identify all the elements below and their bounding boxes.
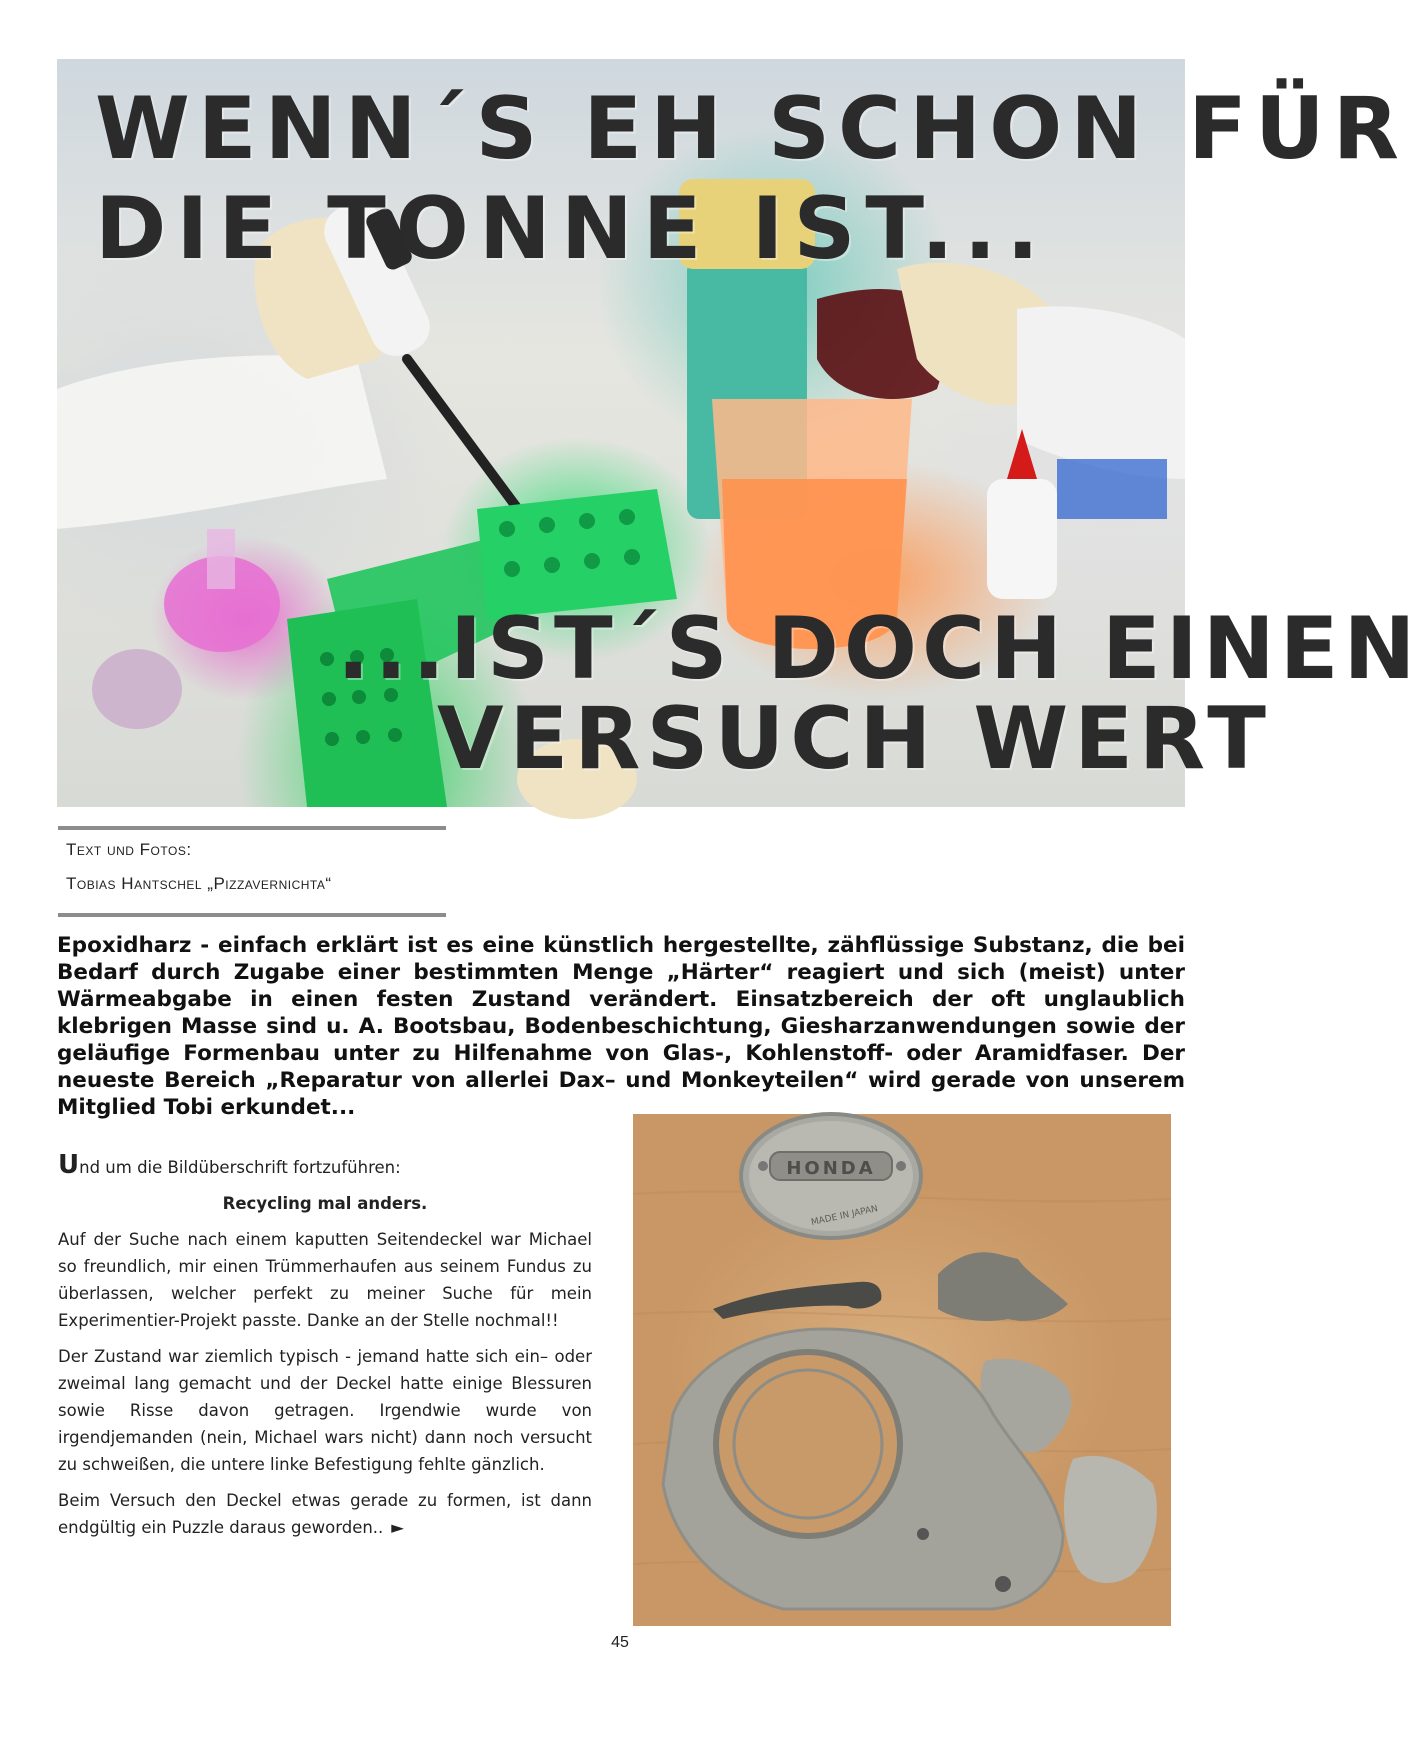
hero-image (57, 59, 1420, 807)
intro-line (58, 1152, 592, 1181)
badge-sub-text: MADE IN JAPAN (810, 1204, 879, 1229)
body-column (58, 1152, 592, 1550)
body-paragraph-1: Auf der Suche nach einem kaputten Seitendeckel war Michael so freundlich, mir einen Trümmerhaufen aus seinem Fundus zu überlassen, welcher perfekt zu meiner Suche für mein Experimentier-Projekt passte. Danke an der Stelle nochmal!! (58, 1230, 592, 1330)
byline-author: Tobias Hantschel „Pizzavernichta“ (66, 874, 332, 893)
section-subhead: Recycling mal anders. (222, 1194, 428, 1213)
body-paragraph-3-text: Beim Versuch den Deckel etwas gerade zu formen, ist dann endgültig ein Puzzle daraus geworden.. (58, 1491, 592, 1537)
honda-badge (741, 1114, 921, 1238)
cover-parts-photo (633, 1114, 1171, 1626)
byline-rule-bottom (58, 913, 446, 917)
intro-text: nd um die Bildüberschrift fortzuführen: (79, 1158, 401, 1177)
hero-headline-line3: ...IST´S DOCH EINEN (337, 599, 1420, 699)
continue-arrow-icon: ► (391, 1518, 404, 1537)
page-number: 45 (611, 1634, 629, 1651)
hero-headline-line1: WENN´S EH SCHON FÜR (95, 79, 1407, 179)
badge-brand-text: HONDA (786, 1158, 876, 1179)
byline-credit-label: Text und Fotos: (66, 840, 192, 859)
body-paragraph-2: Der Zustand war ziemlich typisch - jemand hatte sich ein– oder zweimal lang gemacht und der Deckel hatte einige Blessuren sowie Risse davon getragen. Irgendwie wurde von irgendjemanden (nein, Michael wars nicht) dann noch versucht zu schweißen, die untere linke Befestigung fehlte gänzlich. (58, 1347, 592, 1474)
hero-headline-line2: DIE TONNE IST... (95, 179, 1050, 279)
body-paragraph-3 (58, 1487, 592, 1541)
hero-headline-line4: VERSUCH WERT (437, 689, 1272, 789)
drop-cap: U (58, 1150, 80, 1180)
lead-paragraph: Epoxidharz - einfach erklärt ist es eine künstlich hergestellte, zähflüssige Substanz, die bei Bedarf durch Zugabe einer bestimmten Menge „Härter“ reagiert und sich (meist) unter Wärmeabgabe in einen festen Zustand verändert. Einsatzbereich der oft unglaublich klebrigen Masse sind u. A. Bootsbau, Bodenbeschichtung, Giesharzanwendungen sowie der geläufige Formenbau unter zu Hilfenahme von Glas-, Kohlenstoff- oder Aramidfaser. Der neueste Bereich „Reparatur von allerlei Dax– und Monkeyteilen“ wird gerade von unserem Mitglied Tobi erkundet... (57, 933, 1185, 1120)
byline-rule-top (58, 826, 446, 830)
broken-side-cover-illustration (633, 1114, 1171, 1626)
